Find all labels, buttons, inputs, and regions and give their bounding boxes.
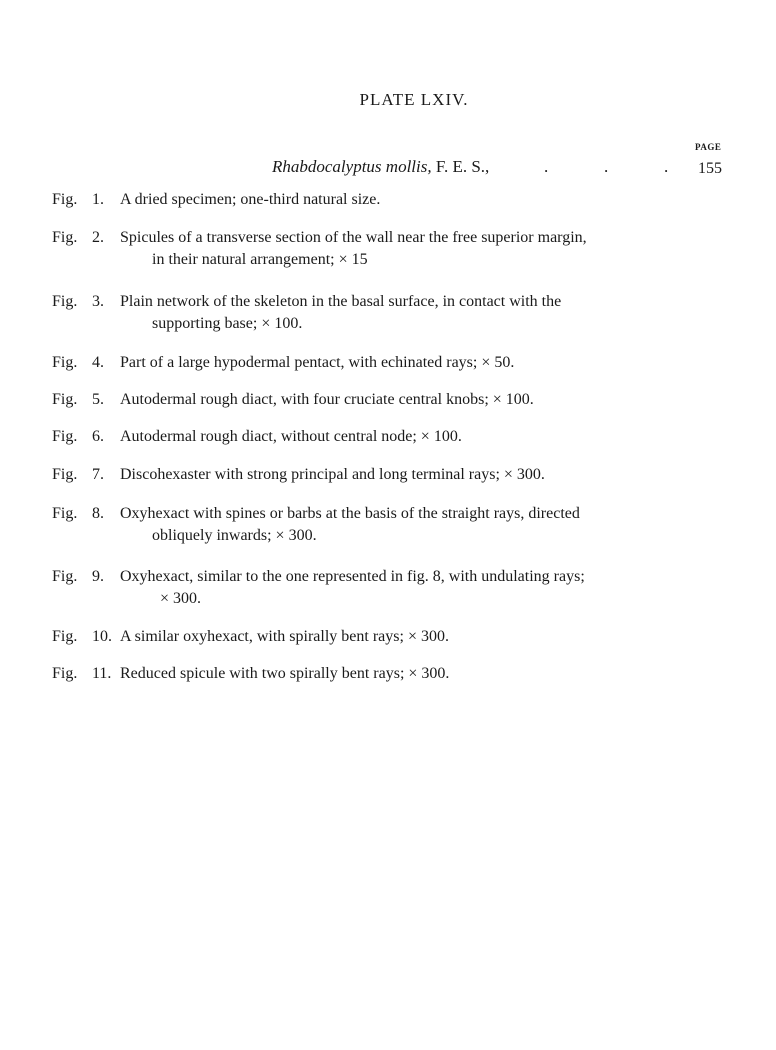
leader-dot: . [544,157,549,176]
species-author: F. E. S., [431,157,490,176]
figure-item [52,189,712,211]
figure-caption: Autodermal rough diact, with four cruciate central knobs; × 100. [120,391,534,408]
figure-caption: Autodermal rough diact, without central node; × 100. [120,428,462,445]
species-line [272,157,669,177]
figure-label: Fig. 6. [52,428,104,445]
figure-label: Fig. 1. [52,191,104,208]
figure-label: Fig. 5. [52,391,104,408]
figure-item [52,227,712,271]
figure-label: Fig. 2. [52,229,104,246]
figure-item [52,626,712,648]
figure-item [52,566,712,610]
figure-item [52,291,712,335]
figure-label: Fig. 4. [52,354,104,371]
figure-item [52,389,712,411]
figure-item [52,352,712,374]
figure-item [52,503,712,547]
figure-caption: Plain network of the skeleton in the basal surface, in contact with the supporting base; × 100. [120,293,562,332]
figure-label: Fig. 7. [52,466,104,483]
figure-caption: A dried specimen; one-third natural size. [120,191,381,208]
figure-caption: A similar oxyhexact, with spirally bent rays; × 300. [120,628,449,645]
figure-caption: Oxyhexact, similar to the one represented in fig. 8, with undulating rays; × 300. [120,568,585,607]
figure-label: Fig. 3. [52,293,104,310]
figure-item [52,464,712,486]
figure-label: Fig. 9. [52,568,104,585]
figure-item [52,663,712,685]
figure-item [52,426,712,448]
page-number: 155 [698,160,722,177]
plate-title: PLATE LXIV. [359,90,469,109]
figure-caption: Oxyhexact with spines or barbs at the basis of the straight rays, directed obliquely inwards; × 300. [120,505,580,544]
figure-caption: Reduced spicule with two spirally bent rays; × 300. [120,665,450,682]
leader-dot: . [604,157,609,176]
figure-label: Fig. 10. [52,628,112,645]
figure-label: Fig. 11. [52,665,112,682]
figure-caption: Spicules of a transverse section of the wall near the free superior margin, in their natural arrangement; × 15 [120,229,587,268]
figure-caption: Discohexaster with strong principal and long terminal rays; × 300. [120,466,545,483]
figure-label: Fig. 8. [52,505,104,522]
page-column-label: PAGE [695,142,722,152]
leader-dot: . [664,157,669,176]
species-name: Rhabdocalyptus mollis, [272,157,432,176]
figure-caption: Part of a large hypodermal pentact, with echinated rays; × 50. [120,354,515,371]
